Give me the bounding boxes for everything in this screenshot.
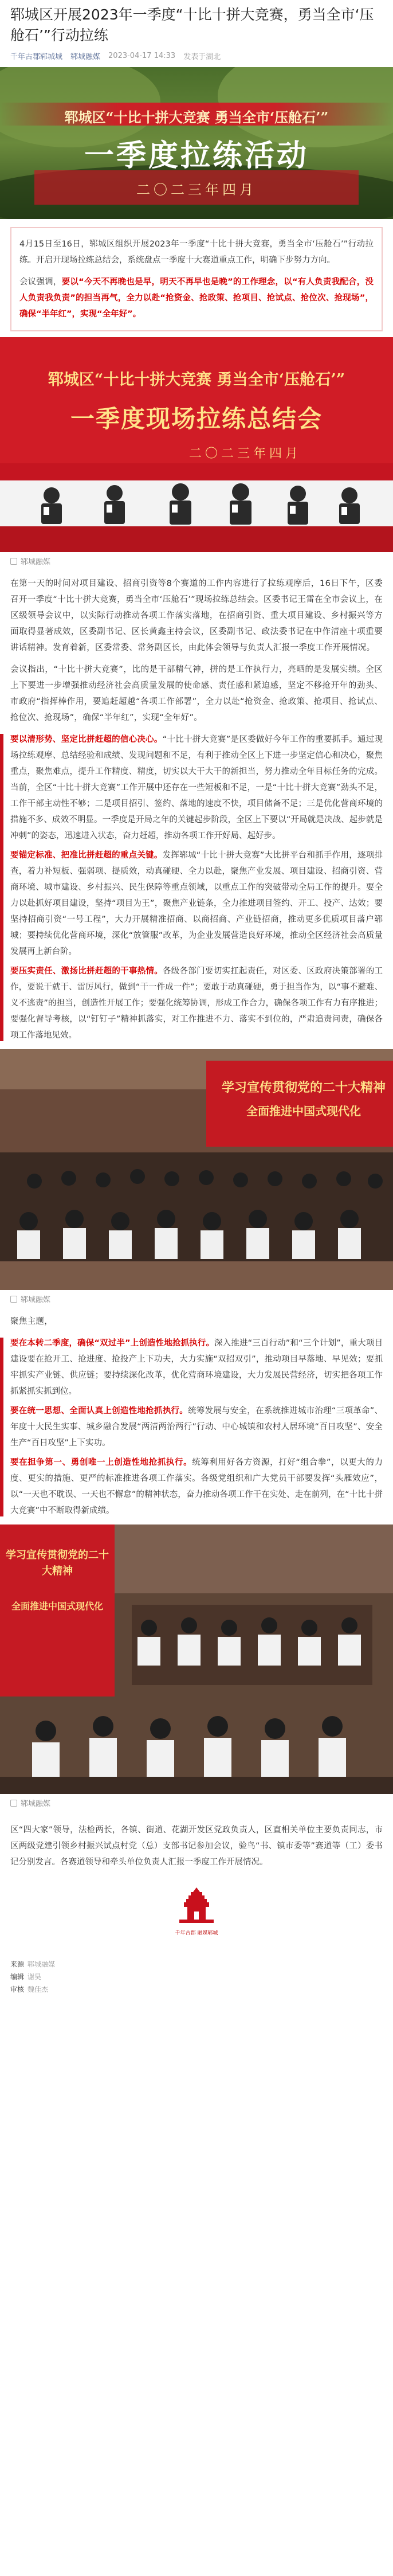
- photo3-banner-line2: 全面推进中国式现代化: [11, 1601, 103, 1612]
- point-item: [10, 1335, 383, 1400]
- photo-icon: [10, 1296, 17, 1303]
- footer-review-row: [10, 1983, 383, 1996]
- photo1-main-text: 一季度现场拉练总结会: [70, 405, 323, 433]
- photo-meeting-2: [0, 1049, 393, 1290]
- account-name[interactable]: 千年古郡郓城城: [10, 53, 63, 61]
- point-item: [10, 1403, 383, 1451]
- intro-emphasis-plain: 会议强调，: [19, 277, 62, 287]
- point-lead: 要在担争第一、勇创唯一上创造性地抢抓执行。: [10, 1458, 192, 1467]
- points-section-2: [0, 1335, 393, 1519]
- intro-paragraph: 4月15日至16日，郓城区组织开展2023年一季度“十比十拼大竞赛，勇当全市‘压舱石’”行动拉练。开启开现场拉练总结会，系统盘点一季度十大赛道重点工作，明确下步努力方向。: [19, 240, 374, 265]
- publish-date: 2023-04-17 14:33: [108, 52, 176, 60]
- point-text: 各级各部门要切实扛起责任，对区委、区政府决策部署的工作，要说干就干、雷厉风行，做到“干一件成一件”；要敢于动真碰硬，勇于担当作为，以“事不避难、义不逃责”的担当，创造性开展工作；要强化统筹协调，形成工作合力，确保各项工作有力有序推进；要强化督导考核，以“钉钉子”精神抓落实，对工作推进不力、落实不到位的，严肃追责问责，确保各项工作落地见效。: [10, 967, 383, 1040]
- photo-meeting-3: [0, 1525, 393, 1794]
- point-text: “十比十拼大竞赛”是区委做好今年工作的重要抓手。通过现场拉练观摩、总结经验和成绩、发现问题和不足，有利于推动全区上下进一步坚定信心和决心，聚焦重点，聚焦难点，提升工作精度、精度，切实以大干大干的新担当，努力推动全年目标任务的完成。当前，全区“十比十拼大竞赛”工作开展中还存在一些短板和不足，一是“十比十拼大竞赛”劲头不足，工作干部主动性不够；二是项目招引、签约、落地的速度不快，项目储备不足；三是优化营商环境的措施不多、成效不明显。一季度是开局之年的关键起步阶段，全区上下要以“开局就是决战、起步就是冲刺”的姿态，迅速进入状态，奋力赶超，推动各项工作开好局、起好步。: [10, 735, 383, 841]
- article-title: 郓城区开展2023年一季度“十比十拼大竞赛，勇当全市‘压舱石’”行动拉练: [10, 6, 374, 44]
- point-text: 发挥郓城“十比十拼大竞赛”大比拼平台和抓手作用，逐项排查，着力补短板、强弱项、提质效，动真碰硬、全力以赴，聚焦产业发展、项目建设、招商引资、营商环境、城市建设、乡村振兴、民生保障等重点领域，以重点工作的突破带动全局工作的提升。要全力以赴抓好项目建设，坚持“项目为王”，聚焦产业链条，全力推进项目签约、开工、投产、达效；要坚持招商引资“一号工程”，大力开展精准招商、以商招商、产业链招商，推动更多优质项目落户郓城；要持续优化营商环境，深化“放管服”改革，为企业发展营造良好环境，推动全区经济社会高质量发展再上新台阶。: [10, 851, 383, 956]
- tower-logo-icon: [168, 1887, 225, 1928]
- review-label: 审核: [10, 1985, 25, 1993]
- photo3-caption-text: 郓城融媒: [21, 1800, 51, 1808]
- source-label: 来源: [10, 1960, 25, 1968]
- photo2-banner-line1: 学习宣传贯彻党的二十大精神: [221, 1080, 386, 1095]
- point-lead: 要在统一思想、全面认真上创造性地抢抓执行。: [10, 1406, 188, 1416]
- point-text: 深入推进“三百行动”和“三个计划”，重大项目建设要在抢开工、抢进度、抢投产上下功夫，大力实施“双招双引”，推动项目早落地、早见效；要抓牢抓实产业链、供应链；要持续深化改革，优化营商环境建设，大力发展民营经济，切实把各项工作抓紧抓实抓到位。: [10, 1339, 383, 1396]
- footer-source-row: [10, 1958, 383, 1971]
- photo3-caption: [0, 1794, 393, 1814]
- hero-banner-text: 郓城区“十比十拼大竞赛 勇当全市‘压舱石’”: [64, 109, 329, 126]
- photo-icon: [10, 1800, 17, 1807]
- photo3-banner-line1: 学习宣传贯彻党的二十大精神: [6, 1549, 109, 1577]
- intro-emphasis-red: 要以“今天不再晚也是早，明天不再早也是晚”的工作理念，以“有人负责我配合，没人负责我负责”的担当再气，全力以赴“抢资金、抢政策、抢项目、抢试点、抢位次、抢现场”，确保“半年红”，实现“全年好”。: [19, 277, 374, 319]
- photo2-caption-text: 郓城融媒: [21, 1296, 51, 1304]
- photo-icon: [10, 558, 17, 565]
- hero-date-text: 二〇二三年四月: [136, 182, 257, 198]
- point-lead: 要锚定标准、把准比拼赶超的重点关键。: [10, 851, 163, 860]
- points2-intro: 聚焦主题，: [10, 1317, 53, 1326]
- publish-location: 发表于湖北: [183, 53, 221, 61]
- logo-caption: 千年古郡 融媒郓城: [175, 1930, 218, 1936]
- photo1-date-text: 二〇二三年四月: [189, 447, 302, 461]
- article-meta: [0, 46, 393, 67]
- editor-label: 编辑: [10, 1973, 25, 1981]
- photo-meeting-1: [0, 337, 393, 552]
- section-accent-bar: [0, 734, 3, 1041]
- photo2-banner-line2: 全面推进中国式现代化: [246, 1104, 361, 1118]
- account-logo: [0, 1870, 393, 1942]
- footer-editor-row: [10, 1971, 383, 1983]
- point-item: [10, 732, 383, 844]
- closing-paragraph: 区“四大家”领导，法检两长，各镇、街道、花湖开发区党政负责人，区直相关单位主要负责同志，市区两级党建引领乡村振兴试点村党（总）支部书记参加会议，验鸟“书、镇市委等”赛道等（工）委书记分别发言。各赛道领导和牵头单位负责人汇报一季度工作开展情况。: [10, 1826, 383, 1867]
- point-item: [10, 1455, 383, 1519]
- photo1-banner-text: 郓城区“十比十拼大竞赛 勇当全市‘压舱石’”: [48, 371, 345, 389]
- point-text: 统筹利用好各方资源，打好“组合拳”，以更大的力度、更实的措施、更严的标准推进各项工作落实。各级党组织和广大党员干部要发挥“头雁效应”，以“一天也不耽误、一天也不懈怠”的精神状态，奋力推动各项工作干在实处、走在前列，在“十比十拼大竞赛”中不断取得新成绩。: [10, 1458, 383, 1515]
- source-value: 郓城融媒: [27, 1960, 56, 1968]
- hero-image: [0, 67, 393, 219]
- article-footer: [0, 1942, 393, 1996]
- point-item: [10, 847, 383, 960]
- point-lead: 要在本转二季度，确保“双过半”上创造性地抢抓执行。: [10, 1339, 215, 1348]
- review-value: 魏佳杰: [27, 1985, 49, 1993]
- points-section-1: [0, 732, 393, 1043]
- channel-name[interactable]: 郓城融媒: [70, 53, 101, 61]
- body-paragraph-2: 会议指出，“十比十拼大竞赛”，比的是干部精气神，拼的是工作执行力，亮晒的是发展实绩。全区上下要进一步增强推动经济社会高质量发展的使命感、责任感和紧迫感，坚定不移抢开年的劲头、市政府“指挥棒作用，要追赶超越“各项工作部署”，全力以赴“抢资金、抢政策、抢项目、抢试点、抢位次、抢现场”，确保“半年红”，实现“全年好”。: [10, 665, 383, 722]
- section-accent-bar: [0, 1338, 3, 1516]
- photo1-caption: [0, 552, 393, 572]
- intro-emphasis-paragraph: [19, 274, 374, 322]
- photo1-caption-text: 郓城融媒: [21, 558, 51, 566]
- point-lead: 要以清形势、坚定比拼赶超的信心决心。: [10, 735, 163, 744]
- point-lead: 要压实责任、激扬比拼赶超的干事热情。: [10, 967, 163, 976]
- point-text: 统筹发展与安全，在系统推进城市治理“三项革命”、年度十大民生实事、城乡融合发展“两清两治两行”行动、中心城镇和农村人居环境“百日攻坚”、安全生产“百日攻坚”上下实功。: [10, 1406, 383, 1448]
- point-item: [10, 963, 383, 1043]
- body-paragraph-1: 在第一天的时间对项目建设、招商引资等8个赛道的工作内容进行了拉练观摩后，16日下午，区委召开一季度“十比十拼大竞赛，勇当全市‘压舱石’”现场拉练总结会。区委书记王雷在全市会议上，在区级领导会议中，以实际行动推动各项工作落实落地，在招商引资、重大项目建设、乡村振兴等方面取得显著成效，区委副书记、区长黄鑫主持会议，区委副书记、政法委书记在中作清座十项重要讲话精神。发育着新，区委常委、常务副区长，由此体会领导与负责人汇报一季度工作开展情况。: [10, 579, 383, 652]
- photo2-caption: [0, 1290, 393, 1310]
- hero-main-text: 一季度拉练活动: [84, 138, 309, 173]
- editor-value: 谢昊: [27, 1973, 42, 1981]
- intro-box: [10, 227, 383, 331]
